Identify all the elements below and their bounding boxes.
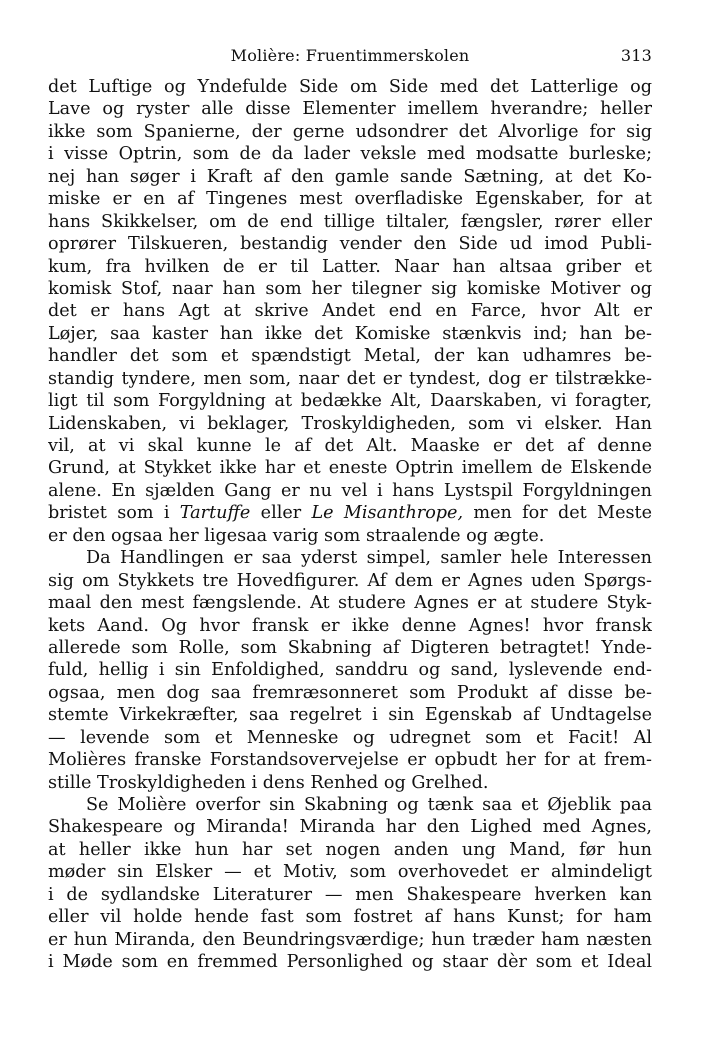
- text-line: Lidenskaben, vi beklager, Troskyldigheden, som vi elsker. Han: [48, 413, 652, 434]
- text-line: eller vil holde hende fast som fostret af hans Kunst; for ham: [48, 907, 652, 928]
- text-line: fuld, hellig i sin Enfoldighed, sanddru og sand, lyslevende end-: [48, 660, 652, 681]
- text-line: er hun Miranda, den Beundringsværdige; hun træder ham næsten: [48, 929, 652, 950]
- text-line: i visse Optrin, som de da lader veksle med modsatte burleske;: [48, 144, 652, 165]
- text-line-with-titles: [48, 502, 652, 524]
- text-line: i de sydlandske Literaturer — men Shakespeare hverken kan: [48, 884, 652, 905]
- text-line: maal den mest fængslende. At studere Agnes er at studere Styk-: [48, 593, 652, 614]
- paragraph-start: Se Molière overfor sin Skabning og tænk saa et Øjeblik paa: [86, 795, 652, 815]
- text-line: ogsaa, men dog saa fremræsonneret som Produkt af disse be-: [48, 682, 652, 703]
- text-line: Grund, at Stykket ikke har et eneste Optrin imellem de Elskende: [48, 458, 652, 479]
- text-line: vil, at vi skal kunne le af det Alt. Maaske er det af denne: [48, 436, 652, 456]
- text-segment: men for det Meste: [463, 503, 652, 524]
- text-line: det er hans Agt at skrive Andet end en Farce, hvor Alt er: [48, 301, 652, 322]
- text-line: kum, fra hvilken de er til Latter. Naar han altsaa griber et: [48, 256, 652, 277]
- text-line: ikke som Spanierne, der gerne udsondrer det Alvorlige for sig: [48, 121, 652, 142]
- text-line: — levende som et Menneske og udregnet som et Facit! Al: [48, 727, 652, 748]
- text-line: komisk Stof, naar han som her tilegner sig komiske Motiver og: [48, 278, 652, 299]
- text-line: stille Troskyldigheden i dens Renhed og Grelhed.: [48, 772, 489, 793]
- text-line: i Møde som en fremmed Personlighed og staar dèr som et Ideal: [48, 952, 652, 973]
- running-title: Molière: Fruentimmerskolen: [230, 46, 470, 65]
- text-line: ligt til som Forgyldning at bedække Alt, Daarskaben, vi foragter,: [48, 391, 652, 412]
- text-line: stemte Virkekræfter, saa regelret i sin Egenskab af Undtagelse: [48, 705, 652, 726]
- page-header: [48, 46, 652, 76]
- text-line: er den ogsaa her ligesaa varig som straalende og ægte.: [48, 525, 545, 546]
- body-text: [48, 76, 652, 974]
- text-line: hans Skikkelser, om de end tillige tiltaler, fængsler, rører eller: [48, 211, 652, 232]
- text-line: handler det som et spændstigt Metal, der kan udhamres be-: [48, 346, 652, 367]
- text-line: Løjer, saa kaster han ikke det Komiske stænkvis ind; han be-: [48, 323, 652, 344]
- page-number: 313: [620, 46, 652, 65]
- text-line: oprører Tilskueren, bestandig vender den Side ud imod Publi-: [48, 234, 652, 255]
- text-line: Shakespeare og Miranda! Miranda har den Lighed med Agnes,: [48, 817, 652, 838]
- text-line: det Luftige og Yndefulde Side om Side med det Latterlige og: [48, 77, 652, 97]
- text-line: allerede som Rolle, som Skabning af Digteren betragtet! Ynde-: [48, 637, 652, 658]
- text-line: miske er en af Tingenes mest overfladiske Egenskaber, for at: [48, 189, 652, 210]
- text-line: standig tyndere, men som, naar det er tyndest, dog er tilstrække-: [48, 368, 652, 389]
- text-line: møder sin Elsker — et Motiv, som overhovedet er almindeligt: [48, 862, 652, 883]
- text-line: alene. En sjælden Gang er nu vel i hans Lystspil Forgyldningen: [48, 480, 652, 501]
- text-line: Molières franske Forstandsovervejelse er opbudt her for at frem-: [48, 750, 652, 771]
- text-line: sig om Stykkets tre Hovedfigurer. Af dem er Agnes uden Spørgs-: [48, 570, 652, 591]
- book-page: [48, 46, 652, 974]
- text-line: kets Aand. Og hvor fransk er ikke denne Agnes! hvor fransk: [48, 615, 652, 636]
- text-segment: bristet som i: [48, 503, 180, 524]
- play-title-le-misanthrope: Le Misanthrope,: [311, 503, 464, 524]
- text-line: nej han søger i Kraft af den gamle sande Sætning, at det Ko-: [48, 166, 652, 187]
- text-line: Lave og ryster alle disse Elementer imellem hverandre; heller: [48, 99, 652, 120]
- text-segment: eller: [250, 503, 312, 524]
- paragraph-start: Da Handlingen er saa yderst simpel, samler hele Interessen: [86, 548, 652, 569]
- play-title-tartuffe: Tartuffe: [179, 503, 251, 524]
- text-line: at heller ikke hun har set nogen anden ung Mand, før hun: [48, 839, 652, 860]
